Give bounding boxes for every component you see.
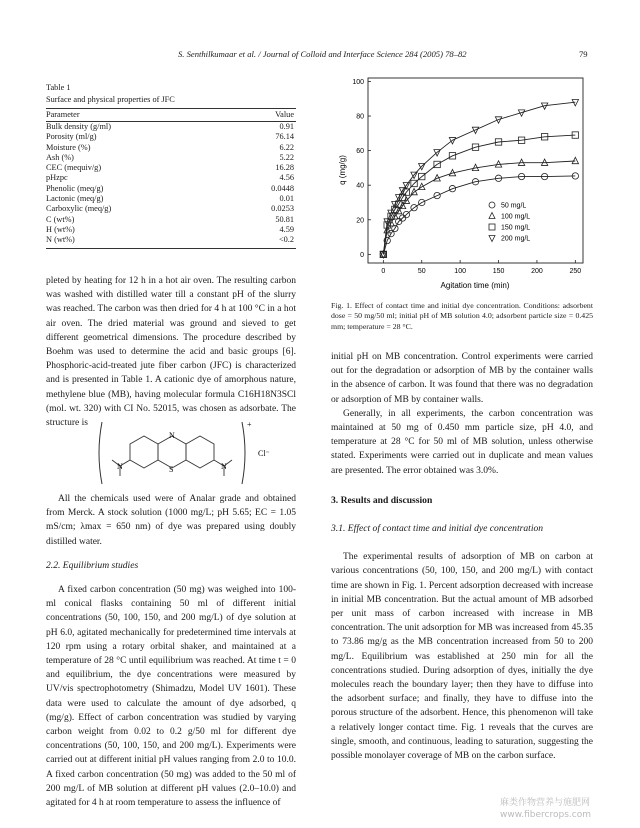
amine-n-left: N bbox=[117, 462, 123, 471]
sulfur-atom: S bbox=[169, 465, 174, 474]
table-cell-parameter: N (wt%) bbox=[46, 235, 227, 248]
data-point bbox=[495, 117, 501, 123]
watermark bbox=[500, 797, 591, 821]
right-column-body bbox=[331, 350, 593, 763]
left-column-body bbox=[46, 274, 296, 430]
section-3-heading: 3. Results and discussion bbox=[331, 494, 433, 506]
x-tick-label: 250 bbox=[569, 268, 582, 275]
table-row bbox=[46, 194, 296, 204]
x-tick-label: 200 bbox=[531, 268, 543, 275]
table-cell-value: 0.01 bbox=[279, 194, 294, 204]
table-row bbox=[46, 122, 296, 133]
table-cell-value: <0.2 bbox=[227, 235, 296, 248]
table-caption bbox=[46, 82, 175, 106]
table-cell-value: 5.22 bbox=[279, 152, 294, 162]
paragraph: The experimental results of adsorption of MB on carbon at various concentrations (50, 100, 150, and 200 mg/L) with contact time are shown in Fig. 1. Percent adsorption decreased with increase in initial MB concentration. But the actual amount of MB adsorbed per unit mass of carbon increased with increase in MB concentration. The unit adsorption for MB was increased from 45.35 to 73.86 mg/g as the MB concentration increased from 50 to 200 mg/L. Equilibrium was established at 250 min for all the concentrations studied. During adsorption of dyes, initially the dye molecules reach the boundary layer; then they have to diffuse into the adsorbent surface; and finally, they have to diffuse into the porous structure of the adsorbent. Hence, this phenomenon will take a relatively longer contact time. Fig. 1 reveals that the curves are single, smooth, and continuous, leading to saturation, suggesting the possible monolayer coverage of MB on the carbon surface. bbox=[331, 552, 593, 762]
legend-label: 100 mg/L bbox=[501, 213, 531, 221]
figure-caption: Fig. 1. Effect of contact time and initial dye concentration. Conditions: adsorbent dose = 50 mg/50 ml; initial pH of MB solution 4.0; adsorbent particle size = 0.425 mm; temperature = 28 °C. bbox=[331, 301, 593, 331]
figure-1-chart bbox=[330, 70, 590, 295]
table-cell-parameter: Moisture (%) bbox=[46, 142, 91, 152]
table-title: Surface and physical properties of JFC bbox=[46, 95, 175, 104]
y-tick-label: 40 bbox=[356, 182, 364, 190]
table-row bbox=[46, 163, 296, 173]
table-cell-value: 4.56 bbox=[279, 173, 294, 183]
paragraph: initial pH on MB concentration. Control experiments were carried out for the degradation or adsorption of MB by the container walls in the absence of carbon. It was found that there was no degradation or adsorption of MB by container walls. bbox=[331, 352, 593, 405]
legend-label: 200 mg/L bbox=[501, 235, 531, 243]
table-row bbox=[46, 225, 296, 235]
data-point bbox=[518, 159, 524, 165]
ring-nitrogen: N bbox=[169, 431, 175, 440]
table-cell-parameter: H (wt%) bbox=[46, 224, 75, 234]
table-cell-value: 6.22 bbox=[279, 142, 294, 152]
table-cell-value: 0.0448 bbox=[271, 183, 294, 193]
journal-citation: S. Senthilkumaar et al. / Journal of Colloid and Interface Science 284 (2005) 78–82 bbox=[178, 49, 467, 59]
table-cell-parameter: C (wt%) bbox=[46, 214, 75, 224]
legend-marker bbox=[489, 213, 495, 219]
table-cell-parameter: Carboxylic (meq/g) bbox=[46, 204, 112, 214]
table-cell-parameter: pHzpc bbox=[46, 173, 68, 183]
paragraph: pleted by heating for 12 h in a hot air oven. The resulting carbon was washed with distilled water till a constant pH of the slurry was reached. The carbon was then dried for 4 h at 100 °C in a hot air oven. The dried material was ground and sieved to get different geometrical dimensions. The procedure described by Boehm was used to determine the acid and basic groups [6]. Phosphoric-acid-treated jute fiber carbon (JFC) is characterized and is presented in Table 1. A cationic dye of amorphous nature, methylene blue (MB), having molecular formula C16H18N3SCl (mol. wt. 320) with CI No. 52015, was chosen as adsorbate. The structure is bbox=[46, 276, 296, 429]
legend-marker bbox=[489, 236, 495, 242]
table-label: Table 1 bbox=[46, 83, 71, 92]
y-axis-label: q (mg/g) bbox=[338, 155, 347, 185]
y-tick-label: 60 bbox=[356, 148, 364, 156]
series-curve bbox=[383, 102, 575, 254]
table-header-parameter: Parameter bbox=[46, 109, 227, 122]
y-tick-label: 20 bbox=[356, 217, 364, 225]
y-tick-label: 80 bbox=[356, 113, 364, 121]
paragraph: A fixed carbon concentration (50 mg) was weighed into 100-ml conical flasks containing 50 ml of different initial concentrations (50, 100, 150, and 200 mg/L) of dye solution at pH 6.0, agitated mechanically for predetermined time intervals at 120 rpm using a rotary orbital shaker, and maintained at a temperature of 28 °C until equilibrium was reached. At time t = 0 and equilibrium, the dye concentrations were measured by UV/vis spectrophotometry (Shimadzu, Model UV 1601). These data were used to calculate the amount of dye adsorbed, q (mg/g). Effect of carbon concentration was studied by varying carbon weight from 0.02 to 0.2 g/50 ml for different dye concentrations (50, 100, 150, and 200 mg/L). Experiments were carried out at different initial pH values ranging from 2.0 to 10.0. A fixed carbon concentration (50 mg) was added to the 50 ml of 200 mg/L of MB solution at different pH values (2.0–10.0) and agitated for 4 h at room temperature to assess the influence of bbox=[46, 585, 296, 809]
charge-plus: + bbox=[247, 420, 252, 429]
paragraph: All the chemicals used were of Analar grade and obtained from Merck. A stock solution (1000 mg/L; pH 5.65; EC = 1.05 mS/cm; λmax = 650 nm) of dye was prepared using doubly distilled water. bbox=[46, 494, 296, 547]
watermark-line-2: www.fibercrops.com bbox=[500, 810, 591, 820]
table-cell-parameter: Ash (%) bbox=[46, 152, 74, 162]
table-cell-value: 16.28 bbox=[275, 163, 294, 173]
x-tick-label: 50 bbox=[417, 268, 426, 275]
left-column-body-2 bbox=[46, 492, 296, 810]
chloride-ion: Cl⁻ bbox=[258, 449, 270, 458]
x-tick-label: 0 bbox=[381, 268, 386, 275]
amine-n-right: N bbox=[221, 462, 227, 471]
table-cell-parameter: Lactonic (meq/g) bbox=[46, 194, 104, 204]
x-tick-label: 150 bbox=[492, 268, 505, 275]
legend-label: 150 mg/L bbox=[501, 224, 531, 232]
table-row bbox=[46, 143, 296, 153]
data-point bbox=[572, 157, 578, 163]
y-tick-label: 0 bbox=[360, 251, 364, 259]
x-tick-label: 100 bbox=[454, 268, 466, 275]
table-cell-parameter: Porosity (ml/g) bbox=[46, 132, 97, 142]
table-cell-value: 76.14 bbox=[275, 132, 294, 142]
table-cell-value: 4.59 bbox=[279, 224, 294, 234]
table-cell-parameter: Bulk density (g/ml) bbox=[46, 122, 111, 131]
table-cell-value: 0.0253 bbox=[271, 204, 294, 214]
table-row bbox=[46, 173, 296, 183]
table-row bbox=[46, 184, 296, 194]
table-row bbox=[46, 153, 296, 163]
table-cell-value: 50.81 bbox=[275, 214, 294, 224]
legend-marker bbox=[489, 224, 495, 230]
table-header-value: Value bbox=[227, 109, 296, 122]
table-cell-parameter: CEC (mequiv/g) bbox=[46, 163, 102, 173]
table-cell-value: 0.91 bbox=[279, 122, 294, 131]
watermark-line-1: 麻类作物营养与施肥网 bbox=[500, 798, 591, 808]
x-axis-label: Agitation time (min) bbox=[440, 281, 510, 290]
methylene-blue-structure bbox=[90, 418, 290, 488]
y-tick-label: 100 bbox=[352, 78, 364, 86]
table-cell-parameter: Phenolic (meq/g) bbox=[46, 183, 104, 193]
paragraph: Generally, in all experiments, the carbon concentration was maintained at 50 mg of 0.450 mm particle size, pH 4.0, and temperature at 28 °C for 50 ml of MB solution, unless otherwise stated. Experiments were carried out in duplicate and mean values are presented. The error obtained was 3.0%. bbox=[331, 408, 593, 476]
section-2-2-heading: 2.2. Equilibrium studies bbox=[46, 559, 139, 571]
table-row bbox=[46, 215, 296, 225]
table-row bbox=[46, 132, 296, 142]
table-row bbox=[46, 235, 296, 248]
section-3-1-heading: 3.1. Effect of contact time and initial dye concentration bbox=[331, 523, 544, 535]
properties-table bbox=[46, 108, 296, 249]
legend-marker bbox=[489, 202, 495, 208]
series-curve bbox=[383, 176, 575, 255]
legend-label: 50 mg/L bbox=[501, 202, 527, 210]
page-number: 79 bbox=[579, 49, 588, 59]
table-row bbox=[46, 204, 296, 214]
